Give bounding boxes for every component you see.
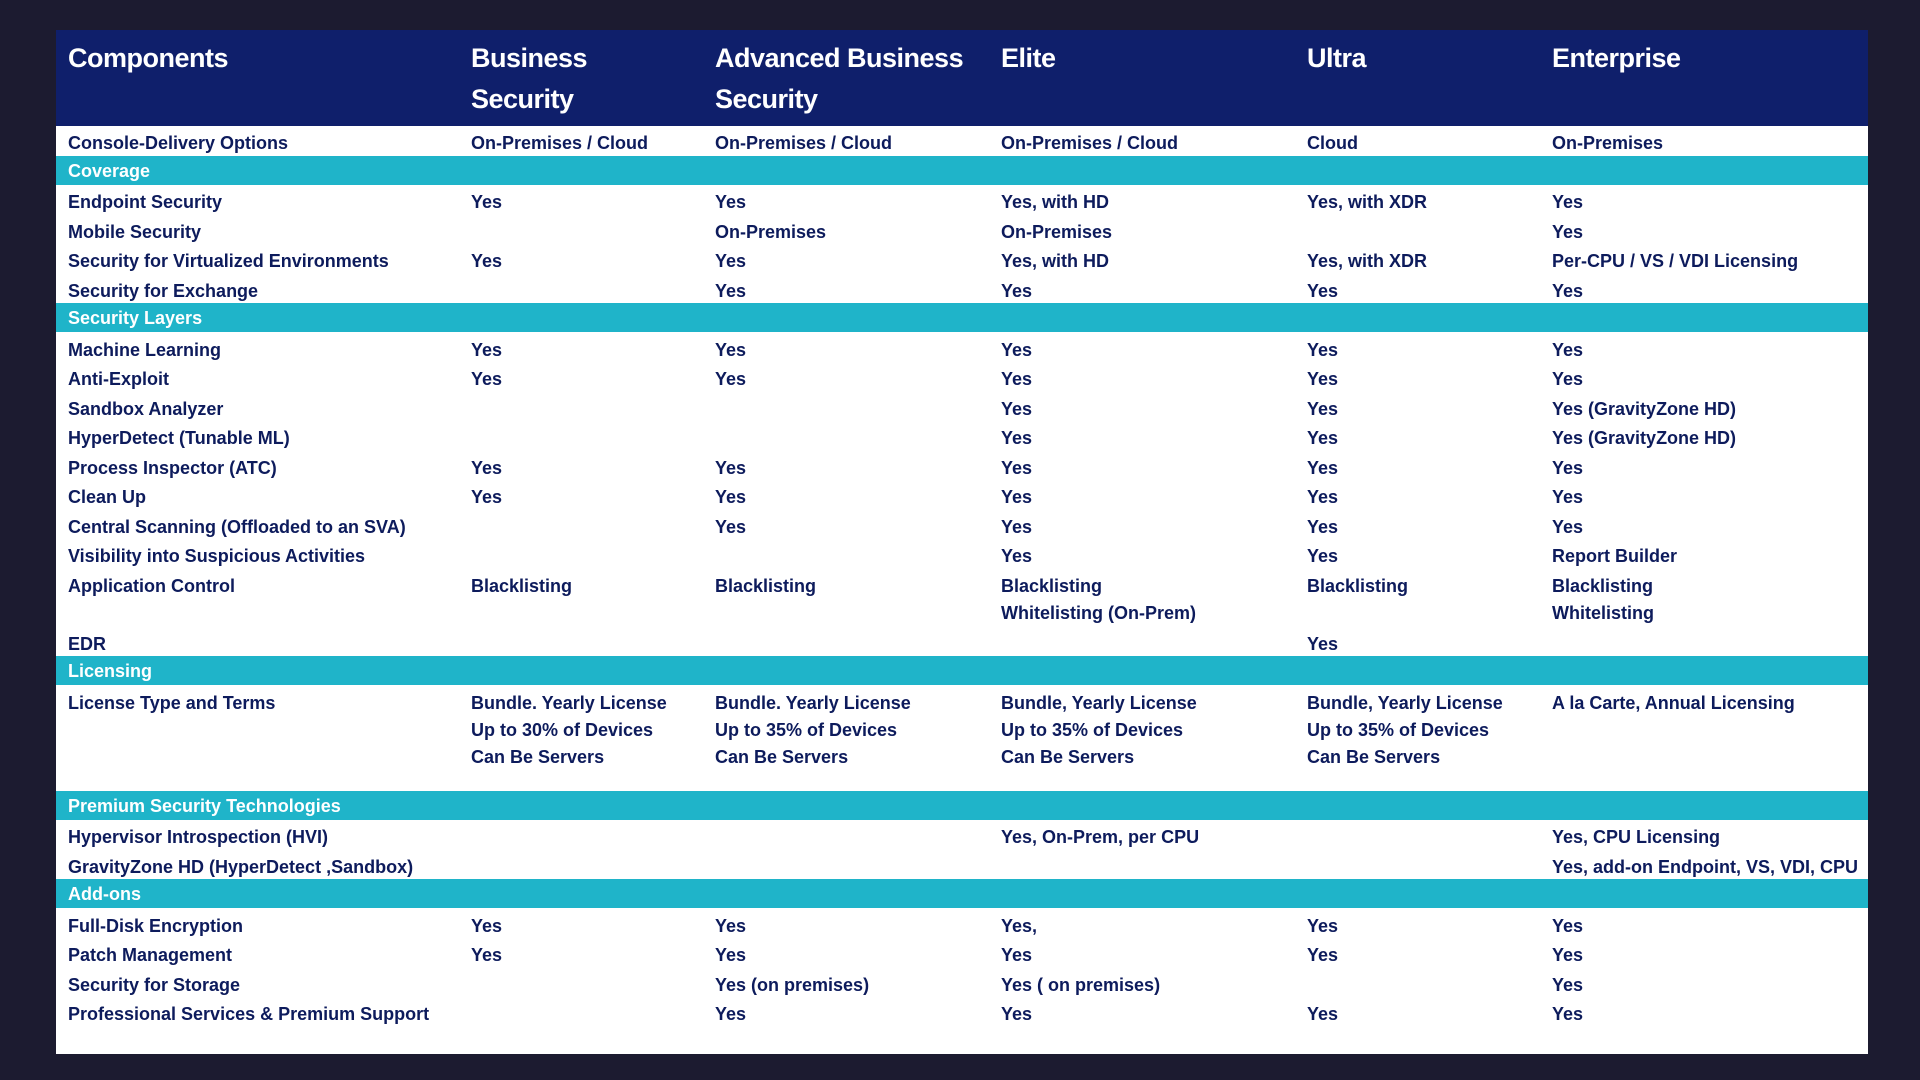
table-row [56,421,1868,451]
table-cell: Yes [1552,339,1584,360]
table-cell: Yes [1307,1004,1339,1024]
table-cell: Yes, CPU Licensing [1552,827,1721,847]
section-title: Add-ons [68,884,141,904]
table-cell: Yes [715,457,747,478]
table-cell: Yes [715,339,747,360]
header-components: Components [68,43,228,73]
row-label: EDR [68,633,107,654]
table-cell: Yes [1001,457,1033,478]
table-row [56,569,1868,627]
table-cell: Yes [715,280,747,301]
table-row [56,362,1868,392]
table-cell: Bundle. Yearly License Up to 30% of Devices Can Be Servers [471,692,667,767]
table-cell: Yes [1552,915,1584,936]
table-row [56,968,1868,998]
table-cell: Yes [1552,516,1584,537]
row-label: Hypervisor Introspection (HVI) [68,827,329,847]
table-cell: Yes [1552,280,1584,301]
table-cell: Yes [471,251,503,271]
table-cell: On-Premises [1552,133,1664,153]
header-elite: Elite [1001,43,1056,73]
table-cell: Blacklisting [715,575,817,596]
table-cell: Yes [1001,280,1033,301]
table-cell: Yes [1307,369,1339,389]
table-cell: Yes [1552,974,1584,995]
table-cell: Yes, with XDR [1307,192,1428,212]
row-label: HyperDetect (Tunable ML) [68,428,290,448]
table-cell: Blacklisting [1307,575,1409,596]
table-cell: Yes [1001,487,1033,507]
table-cell: Yes [471,915,503,936]
table-cell: Report Builder [1552,546,1678,566]
table-row [56,627,1868,657]
row-label: Console-Delivery Options [68,133,289,153]
table-header [56,30,1868,126]
table-cell: A la Carte, Annual Licensing [1552,692,1795,713]
row-label: Visibility into Suspicious Activities [68,546,366,566]
table-row [56,274,1868,304]
table-cell: Yes [1307,546,1339,566]
table-row [56,333,1868,363]
table-row [56,850,1868,880]
table-cell: Yes [1001,428,1033,448]
table-cell: Yes [471,369,503,389]
table-cell: Yes [1001,546,1033,566]
table-cell: Yes [1001,398,1033,419]
row-label: GravityZone HD (HyperDetect ,Sandbox) [68,856,414,877]
row-label: Sandbox Analyzer [68,398,224,419]
table-row [56,244,1868,274]
row-label: Security for Exchange [68,280,259,301]
row-label: Clean Up [68,487,147,507]
table-cell: Yes, with HD [1001,192,1110,212]
table-row [56,185,1868,215]
table-cell: Yes [471,487,503,507]
table-cell: Yes [471,339,503,360]
table-row [56,938,1868,968]
section-band [56,303,1868,332]
row-label: Professional Services & Premium Support [68,1004,430,1024]
row-label: Endpoint Security [68,192,223,212]
comparison-table [56,30,1868,1054]
header-advanced-business-security: Advanced Business Security [715,43,964,114]
table-cell: Blacklisting Whitelisting (On-Prem) [1001,575,1196,623]
table-row [56,451,1868,481]
section-band [56,791,1868,820]
table-cell: Bundle, Yearly License Up to 35% of Devices Can Be Servers [1001,692,1197,767]
table-cell: Yes [471,945,503,965]
table-cell: Bundle. Yearly License Up to 35% of Devices Can Be Servers [715,692,911,767]
table-row [56,215,1868,245]
table-cell: Yes (GravityZone HD) [1552,428,1737,448]
table-cell: Yes [1001,945,1033,965]
row-label: Mobile Security [68,221,202,242]
table-cell: Yes [1307,280,1339,301]
header-ultra: Ultra [1307,43,1367,73]
table-cell: Yes ( on premises) [1001,974,1161,995]
table-cell: Yes [471,457,503,478]
table-cell: Yes [715,192,747,212]
table-cell: Yes [1001,516,1033,537]
table-cell: Yes [1001,1004,1033,1024]
row-label: Security for Virtualized Environments [68,251,389,271]
table-cell: Yes, On-Prem, per CPU [1001,827,1200,847]
table-cell: Yes, with HD [1001,251,1110,271]
table-cell: Yes [1307,915,1339,936]
table-row [56,510,1868,540]
row-label: Application Control [68,575,235,596]
row-label: Process Inspector (ATC) [68,457,277,478]
section-title: Premium Security Technologies [68,795,341,816]
section-band [56,879,1868,908]
table-cell: Yes [1307,516,1339,537]
table-cell: Yes [715,516,747,537]
table-cell: Yes [715,915,747,936]
table-cell: Yes [715,945,747,965]
section-title: Security Layers [68,308,203,328]
table-cell: Yes [1552,192,1584,212]
table-cell: Yes [715,487,747,507]
table-cell: Yes [1552,221,1584,242]
table-cell: Yes [1307,339,1339,360]
table-row [56,480,1868,510]
row-label: License Type and Terms [68,692,276,713]
table-row [56,686,1868,791]
row-label: Machine Learning [68,339,222,360]
table-row [56,539,1868,569]
section-title: Licensing [68,661,153,681]
table-cell: Yes, with XDR [1307,251,1428,271]
table-cell: On-Premises / Cloud [471,133,649,153]
row-label: Full-Disk Encryption [68,915,244,936]
table-cell: Blacklisting [471,575,573,596]
section-band [56,656,1868,685]
section-band [56,156,1868,185]
row-label: Central Scanning (Offloaded to an SVA) [68,516,406,537]
table-cell: Yes [1307,945,1339,965]
row-label: Security for Storage [68,974,241,995]
table-cell: Bundle, Yearly License Up to 35% of Devices Can Be Servers [1307,692,1503,767]
table-cell: Yes [1552,1004,1584,1024]
table-cell: Per-CPU / VS / VDI Licensing [1552,251,1799,271]
table-cell: On-Premises / Cloud [715,133,893,153]
table-row [56,392,1868,422]
table-cell: Yes [1307,487,1339,507]
table-cell: Yes [1552,457,1584,478]
table-cell: Yes [1001,339,1033,360]
row-label: Patch Management [68,945,233,965]
table-cell: Yes (on premises) [715,974,870,995]
row-label: Anti-Exploit [68,369,169,389]
table-row [56,909,1868,939]
table-cell: Yes [715,369,747,389]
table-cell: Yes, [1001,915,1038,936]
table-cell: Yes [1307,457,1339,478]
table-row [56,126,1868,156]
table-cell: On-Premises [715,221,827,242]
table-row [56,997,1868,1027]
table-cell: Yes, add-on Endpoint, VS, VDI, CPU [1552,856,1859,877]
table-cell: Yes [1307,398,1339,419]
table-cell: Cloud [1307,133,1358,153]
table-cell: Yes [715,1004,747,1024]
table-cell: Yes [1307,633,1339,654]
table-row [56,820,1868,850]
table-cell: Yes [1552,945,1584,965]
header-enterprise: Enterprise [1552,43,1681,73]
table-cell: Yes [1001,369,1033,389]
table-cell: Yes [1552,369,1584,389]
table-cell: Yes [1307,428,1339,448]
table-cell: Yes [715,251,747,271]
header-business-security: Business Security [471,43,588,114]
table-cell: Yes (GravityZone HD) [1552,398,1737,419]
section-title: Coverage [68,160,151,181]
table-cell: On-Premises / Cloud [1001,133,1179,153]
table-cell: Yes [1552,487,1584,507]
table-cell: Yes [471,192,503,212]
table-cell: Blacklisting Whitelisting [1552,575,1654,623]
table-cell: On-Premises [1001,221,1113,242]
